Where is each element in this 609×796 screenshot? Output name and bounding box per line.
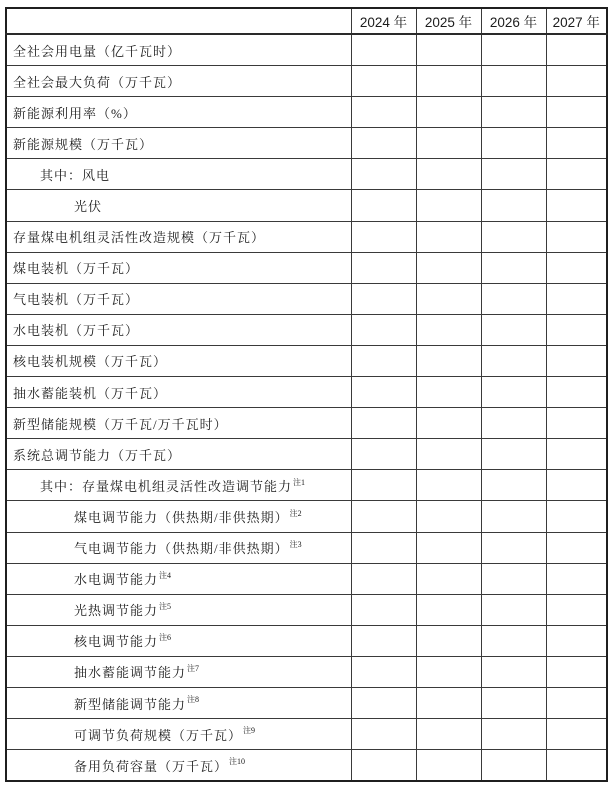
- table-row: [6, 128, 607, 159]
- table-row: [6, 377, 607, 408]
- value-cell: [481, 34, 546, 66]
- row-label-cell: [6, 97, 351, 128]
- footnote-marker: 注8: [187, 695, 200, 705]
- row-label: 新能源利用率（%）: [13, 105, 137, 121]
- value-cell: [416, 221, 481, 252]
- table-row: [6, 190, 607, 221]
- row-label: 新型储能规模（万千瓦/万千瓦时）: [13, 416, 228, 432]
- value-cell: [546, 656, 607, 687]
- value-cell: [546, 470, 607, 501]
- row-label: 全社会用电量（亿千瓦时）: [13, 43, 182, 59]
- header-row: [6, 8, 607, 34]
- row-label-cell: [6, 190, 351, 221]
- footnote-marker: 注9: [243, 726, 256, 736]
- row-label-cell: [6, 314, 351, 345]
- value-cell: [351, 34, 416, 66]
- row-label: 煤电装机（万千瓦）: [13, 261, 140, 277]
- row-label-cell: [6, 750, 351, 782]
- value-cell: [416, 470, 481, 501]
- value-cell: [351, 314, 416, 345]
- value-cell: [481, 221, 546, 252]
- row-label: 其中：存量煤电机组灵活性改造调节能力: [40, 478, 293, 494]
- row-label-cell: [6, 470, 351, 501]
- value-cell: [481, 314, 546, 345]
- value-cell: [546, 190, 607, 221]
- row-label-cell: [6, 221, 351, 252]
- table-row: [6, 750, 607, 782]
- footnote-marker: 注3: [289, 539, 302, 549]
- value-cell: [546, 625, 607, 656]
- row-label-cell: [6, 719, 351, 750]
- power-planning-table: [5, 7, 608, 782]
- value-cell: [546, 221, 607, 252]
- row-label: 光热调节能力: [74, 603, 159, 619]
- row-label-cell: [6, 283, 351, 314]
- header-year-cell: 2024 年: [351, 8, 416, 34]
- table-row: [6, 252, 607, 283]
- row-label: 水电装机（万千瓦）: [13, 323, 140, 339]
- value-cell: [351, 128, 416, 159]
- row-label-cell: [6, 377, 351, 408]
- value-cell: [416, 408, 481, 439]
- table-row: [6, 594, 607, 625]
- row-label-cell: [6, 128, 351, 159]
- row-label-cell: [6, 159, 351, 190]
- row-label-cell: [6, 66, 351, 97]
- value-cell: [481, 252, 546, 283]
- row-label-cell: [6, 501, 351, 532]
- value-cell: [481, 532, 546, 563]
- table-row: [6, 656, 607, 687]
- value-cell: [481, 439, 546, 470]
- value-cell: [351, 439, 416, 470]
- value-cell: [481, 283, 546, 314]
- row-label-cell: [6, 345, 351, 376]
- value-cell: [481, 377, 546, 408]
- row-label: 水电调节能力: [74, 572, 159, 588]
- value-cell: [351, 719, 416, 750]
- table-row: [6, 345, 607, 376]
- value-cell: [546, 34, 607, 66]
- value-cell: [481, 594, 546, 625]
- value-cell: [481, 128, 546, 159]
- table-row: [6, 687, 607, 718]
- table-row: [6, 719, 607, 750]
- value-cell: [546, 159, 607, 190]
- row-label: 备用负荷容量（万千瓦）: [74, 758, 229, 774]
- footnote-marker: 注7: [187, 664, 200, 674]
- value-cell: [416, 66, 481, 97]
- table-row: [6, 221, 607, 252]
- row-label-cell: [6, 656, 351, 687]
- value-cell: [546, 532, 607, 563]
- value-cell: [546, 719, 607, 750]
- value-cell: [416, 501, 481, 532]
- value-cell: [351, 625, 416, 656]
- row-label: 新能源规模（万千瓦）: [13, 136, 154, 152]
- value-cell: [351, 532, 416, 563]
- value-cell: [481, 190, 546, 221]
- value-cell: [351, 687, 416, 718]
- table-row: [6, 501, 607, 532]
- value-cell: [351, 656, 416, 687]
- table-row: [6, 34, 607, 66]
- value-cell: [546, 345, 607, 376]
- value-cell: [546, 128, 607, 159]
- row-label: 新型储能调节能力: [74, 696, 187, 712]
- row-label-cell: [6, 594, 351, 625]
- table-row: [6, 470, 607, 501]
- value-cell: [546, 408, 607, 439]
- row-label: 存量煤电机组灵活性改造规模（万千瓦）: [13, 230, 266, 246]
- value-cell: [481, 97, 546, 128]
- value-cell: [351, 283, 416, 314]
- table-row: [6, 408, 607, 439]
- header-label-cell: [6, 8, 351, 34]
- row-label-cell: [6, 687, 351, 718]
- value-cell: [416, 687, 481, 718]
- footnote-marker: 注5: [159, 601, 172, 611]
- value-cell: [416, 439, 481, 470]
- row-label: 核电装机规模（万千瓦）: [13, 354, 168, 370]
- value-cell: [351, 563, 416, 594]
- row-label-cell: [6, 252, 351, 283]
- value-cell: [416, 377, 481, 408]
- value-cell: [416, 563, 481, 594]
- table-row: [6, 314, 607, 345]
- value-cell: [416, 532, 481, 563]
- table-body: [6, 34, 607, 781]
- value-cell: [481, 470, 546, 501]
- value-cell: [351, 97, 416, 128]
- row-label: 抽水蓄能装机（万千瓦）: [13, 385, 168, 401]
- value-cell: [351, 501, 416, 532]
- header-year-cell: 2025 年: [416, 8, 481, 34]
- value-cell: [351, 750, 416, 782]
- row-label: 可调节负荷规模（万千瓦）: [74, 727, 243, 743]
- value-cell: [546, 439, 607, 470]
- value-cell: [546, 283, 607, 314]
- row-label-cell: [6, 532, 351, 563]
- value-cell: [351, 345, 416, 376]
- header-year-cell: 2027 年: [546, 8, 607, 34]
- value-cell: [351, 66, 416, 97]
- value-cell: [416, 128, 481, 159]
- value-cell: [481, 345, 546, 376]
- value-cell: [416, 190, 481, 221]
- value-cell: [546, 314, 607, 345]
- row-label: 全社会最大负荷（万千瓦）: [13, 74, 182, 90]
- footnote-marker: 注10: [229, 757, 246, 767]
- value-cell: [351, 594, 416, 625]
- table-row: [6, 532, 607, 563]
- value-cell: [351, 190, 416, 221]
- value-cell: [481, 750, 546, 782]
- value-cell: [546, 501, 607, 532]
- value-cell: [416, 97, 481, 128]
- value-cell: [416, 283, 481, 314]
- table-row: [6, 563, 607, 594]
- value-cell: [416, 625, 481, 656]
- row-label-cell: [6, 34, 351, 66]
- value-cell: [416, 750, 481, 782]
- value-cell: [416, 656, 481, 687]
- table-head: [6, 8, 607, 34]
- row-label-cell: [6, 563, 351, 594]
- value-cell: [481, 66, 546, 97]
- value-cell: [416, 719, 481, 750]
- header-year-cell: 2026 年: [481, 8, 546, 34]
- value-cell: [546, 594, 607, 625]
- row-label-cell: [6, 408, 351, 439]
- value-cell: [416, 594, 481, 625]
- footnote-marker: 注6: [159, 633, 172, 642]
- value-cell: [351, 408, 416, 439]
- value-cell: [481, 656, 546, 687]
- value-cell: [546, 252, 607, 283]
- table-row: [6, 283, 607, 314]
- row-label: 光伏: [74, 199, 103, 215]
- value-cell: [481, 501, 546, 532]
- table-row: [6, 97, 607, 128]
- table-row: [6, 159, 607, 190]
- value-cell: [351, 221, 416, 252]
- value-cell: [546, 97, 607, 128]
- row-label: 系统总调节能力（万千瓦）: [13, 447, 182, 463]
- value-cell: [546, 563, 607, 594]
- row-label: 气电装机（万千瓦）: [13, 292, 140, 308]
- value-cell: [351, 159, 416, 190]
- value-cell: [481, 563, 546, 594]
- row-label-cell: [6, 625, 351, 656]
- value-cell: [546, 377, 607, 408]
- row-label: 气电调节能力（供热期/非供热期）: [74, 541, 289, 557]
- footnote-marker: 注1: [293, 477, 306, 487]
- value-cell: [546, 687, 607, 718]
- value-cell: [416, 34, 481, 66]
- table-row: [6, 66, 607, 97]
- value-cell: [416, 252, 481, 283]
- value-cell: [481, 159, 546, 190]
- value-cell: [351, 377, 416, 408]
- value-cell: [351, 252, 416, 283]
- value-cell: [481, 625, 546, 656]
- table-row: [6, 439, 607, 470]
- value-cell: [546, 66, 607, 97]
- value-cell: [481, 408, 546, 439]
- value-cell: [481, 719, 546, 750]
- value-cell: [416, 314, 481, 345]
- value-cell: [416, 345, 481, 376]
- footnote-marker: 注4: [159, 570, 172, 580]
- footnote-marker: 注2: [289, 508, 302, 518]
- row-label-cell: [6, 439, 351, 470]
- value-cell: [416, 159, 481, 190]
- row-label: 核电调节能力: [74, 634, 159, 650]
- row-label: 抽水蓄能调节能力: [74, 665, 187, 681]
- row-label: 其中：风电: [40, 167, 111, 183]
- value-cell: [351, 470, 416, 501]
- value-cell: [481, 687, 546, 718]
- table-row: [6, 625, 607, 656]
- value-cell: [546, 750, 607, 782]
- row-label: 煤电调节能力（供热期/非供热期）: [74, 509, 289, 525]
